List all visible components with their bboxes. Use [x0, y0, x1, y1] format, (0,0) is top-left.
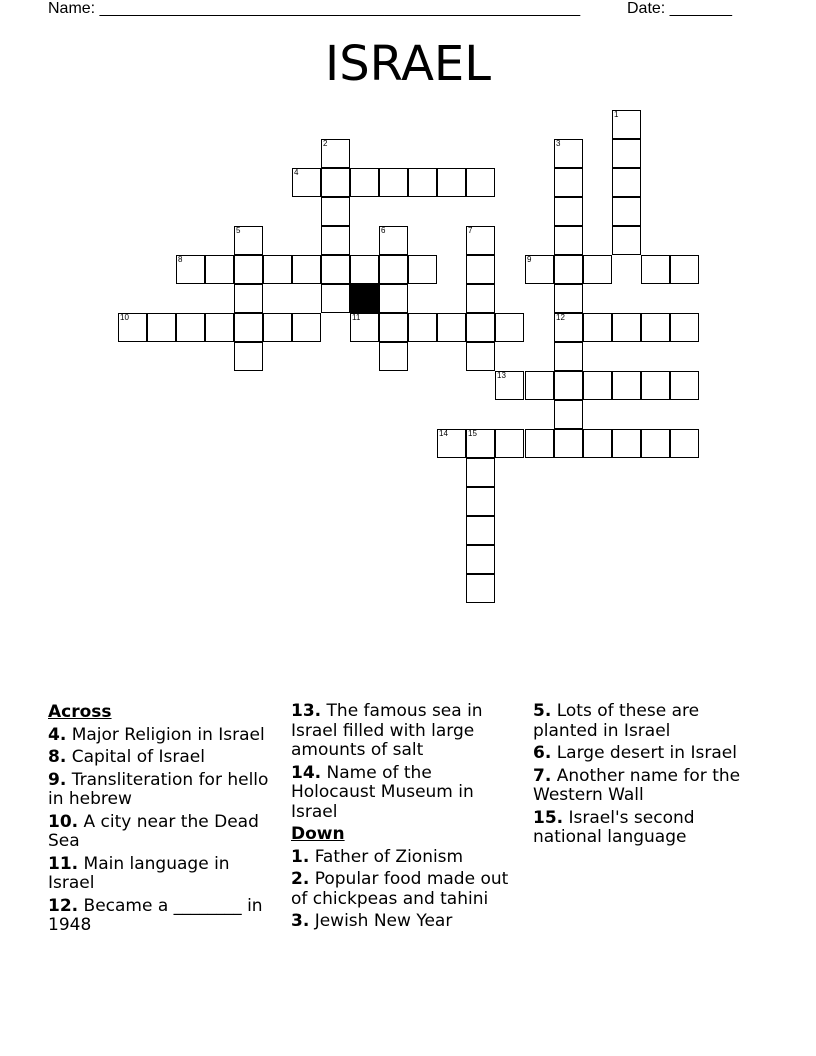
- grid-cell[interactable]: [147, 313, 176, 342]
- clue-down-6: 6. Large desert in Israel: [533, 743, 737, 763]
- clue-number: 2: [323, 139, 328, 148]
- grid-cell[interactable]: [641, 371, 670, 400]
- grid-cell[interactable]: [321, 255, 350, 284]
- grid-cell[interactable]: [670, 255, 699, 284]
- clue-across-9: 9. Transliteration for hello in hebrew: [48, 769, 269, 809]
- clue-across-10: 10. A city near the Dead Sea: [48, 811, 259, 851]
- grid-cell[interactable]: [583, 313, 612, 342]
- grid-cell[interactable]: [466, 168, 495, 197]
- clue-column-1: [48, 702, 273, 939]
- page-title: ISRAEL: [325, 36, 491, 92]
- grid-cell[interactable]: [408, 313, 437, 342]
- grid-cell[interactable]: [408, 255, 437, 284]
- grid-cell[interactable]: [408, 168, 437, 197]
- clue-number: 7: [468, 226, 473, 235]
- grid-cell[interactable]: [583, 371, 612, 400]
- grid-cell[interactable]: [554, 197, 583, 226]
- grid-cell[interactable]: [176, 255, 205, 284]
- down-heading: Down: [291, 824, 345, 844]
- grid-cell[interactable]: [466, 429, 495, 458]
- grid-cell[interactable]: [583, 429, 612, 458]
- grid-cell[interactable]: [525, 371, 554, 400]
- grid-cell[interactable]: [321, 168, 350, 197]
- grid-cell[interactable]: [234, 313, 263, 342]
- clue-across-12: 12. Became a ________ in 1948: [48, 895, 263, 935]
- clue-down-15: 15. Israel's second national language: [533, 807, 695, 847]
- grid-cell[interactable]: [612, 197, 641, 226]
- grid-cell[interactable]: [379, 284, 408, 313]
- grid-cell[interactable]: [612, 110, 641, 139]
- grid-cell[interactable]: [379, 168, 408, 197]
- clue-down-3: 3. Jewish New Year: [291, 911, 453, 931]
- grid-cell[interactable]: [234, 255, 263, 284]
- clue-number: 6: [381, 226, 386, 235]
- grid-cell[interactable]: [205, 255, 234, 284]
- black-cell: [350, 284, 379, 313]
- grid-cell[interactable]: [466, 255, 495, 284]
- grid-cell[interactable]: [554, 342, 583, 371]
- grid-cell[interactable]: [554, 429, 583, 458]
- grid-cell[interactable]: [437, 168, 466, 197]
- clue-column-2: [291, 702, 516, 935]
- clue-number: 5: [236, 226, 241, 235]
- grid-cell[interactable]: [641, 255, 670, 284]
- clue-number: 10: [120, 313, 129, 322]
- grid-cell[interactable]: [379, 313, 408, 342]
- grid-cell[interactable]: [495, 313, 524, 342]
- clue-number: 11: [352, 313, 361, 322]
- grid-cell[interactable]: [612, 313, 641, 342]
- grid-cell[interactable]: [583, 255, 612, 284]
- clue-number: 8: [178, 255, 183, 264]
- grid-cell[interactable]: [379, 342, 408, 371]
- grid-cell[interactable]: [554, 400, 583, 429]
- grid-cell[interactable]: [525, 255, 554, 284]
- grid-cell[interactable]: [554, 371, 583, 400]
- clue-across-4: 4. Major Religion in Israel: [48, 724, 265, 745]
- grid-cell[interactable]: [612, 226, 641, 255]
- clue-number: 12: [556, 313, 565, 322]
- grid-cell[interactable]: [350, 313, 379, 342]
- grid-cell[interactable]: [612, 429, 641, 458]
- clue-number: 3: [556, 139, 561, 148]
- grid-cell[interactable]: [641, 313, 670, 342]
- grid-cell[interactable]: [670, 313, 699, 342]
- clue-down-5: 5. Lots of these are planted in Israel: [533, 701, 700, 741]
- grid-cell[interactable]: [263, 255, 292, 284]
- grid-cell[interactable]: [466, 574, 495, 603]
- clue-column-3: [533, 702, 763, 851]
- grid-cell[interactable]: [554, 313, 583, 342]
- grid-cell[interactable]: [612, 371, 641, 400]
- grid-cell[interactable]: [554, 255, 583, 284]
- grid-cell[interactable]: [379, 226, 408, 255]
- grid-cell[interactable]: [466, 342, 495, 371]
- clue-number: 1: [614, 110, 619, 119]
- clue-down-1: 1. Father of Zionism: [291, 846, 464, 867]
- grid-cell[interactable]: [554, 226, 583, 255]
- grid-cell[interactable]: [321, 226, 350, 255]
- clue-number: 13: [497, 371, 506, 380]
- grid-cell[interactable]: [466, 516, 495, 545]
- grid-cell[interactable]: [263, 313, 292, 342]
- clue-across-11: 11. Main language in Israel: [48, 853, 230, 893]
- grid-cell[interactable]: [234, 226, 263, 255]
- clue-across-8: 8. Capital of Israel: [48, 747, 205, 767]
- grid-cell[interactable]: [321, 284, 350, 313]
- grid-cell[interactable]: [466, 226, 495, 255]
- grid-cell[interactable]: [466, 545, 495, 574]
- grid-cell[interactable]: [205, 313, 234, 342]
- grid-cell[interactable]: [292, 313, 321, 342]
- grid-cell[interactable]: [466, 313, 495, 342]
- grid-cell[interactable]: [670, 371, 699, 400]
- grid-cell[interactable]: [234, 342, 263, 371]
- clue-number: 4: [294, 168, 299, 177]
- grid-cell[interactable]: [379, 255, 408, 284]
- grid-cell[interactable]: [554, 284, 583, 313]
- grid-cell[interactable]: [466, 284, 495, 313]
- grid-cell[interactable]: [437, 429, 466, 458]
- grid-cell[interactable]: [525, 429, 554, 458]
- grid-cell[interactable]: [350, 255, 379, 284]
- grid-cell[interactable]: [350, 168, 379, 197]
- grid-cell[interactable]: [495, 429, 524, 458]
- grid-cell[interactable]: [554, 139, 583, 168]
- grid-cell[interactable]: [176, 313, 205, 342]
- grid-cell[interactable]: [321, 139, 350, 168]
- grid-cell[interactable]: [234, 284, 263, 313]
- grid-cell[interactable]: [118, 313, 147, 342]
- grid-cell[interactable]: [670, 429, 699, 458]
- clue-number: 9: [527, 255, 532, 264]
- grid-cell[interactable]: [466, 487, 495, 516]
- across-heading: Across: [48, 702, 112, 722]
- clue-number: 15: [468, 429, 477, 438]
- grid-cell[interactable]: [554, 168, 583, 197]
- name-field-label: Name: ______________________________________________________: [48, 0, 581, 17]
- grid-cell[interactable]: [321, 197, 350, 226]
- grid-cell[interactable]: [292, 255, 321, 284]
- clue-down-7: 7. Another name for the Western Wall: [533, 765, 741, 805]
- grid-cell[interactable]: [437, 313, 466, 342]
- grid-cell[interactable]: [641, 429, 670, 458]
- clue-number: 14: [439, 429, 448, 438]
- clue-across-14: 14. Name of the Holocaust Museum in Israel: [291, 762, 474, 822]
- grid-cell[interactable]: [612, 168, 641, 197]
- grid-cell[interactable]: [612, 139, 641, 168]
- grid-cell[interactable]: [466, 458, 495, 487]
- clue-across-13: 13. The famous sea in Israel filled with large amounts of salt: [291, 701, 483, 760]
- date-field-label: Date: _______: [627, 0, 732, 17]
- grid-cell[interactable]: [292, 168, 321, 197]
- clue-down-2: 2. Popular food made out of chickpeas and tahini: [291, 869, 509, 909]
- grid-cell[interactable]: [495, 371, 524, 400]
